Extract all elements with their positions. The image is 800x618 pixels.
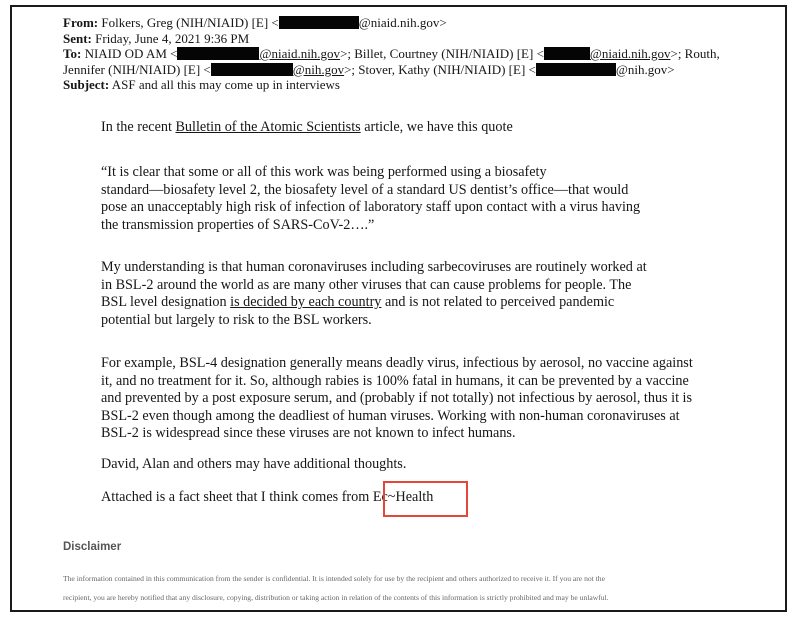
line-text-end: and is not related to perceived pandemic (381, 294, 615, 310)
to-line2-part4: @nih.gov> (615, 61, 675, 77)
to-line2-part3: >; Stover, Kathy (NIH/NIAID) [E] < (344, 61, 536, 77)
subject-value: ASF and all this may come up in interviews (111, 77, 340, 92)
redaction-block (544, 47, 590, 60)
subject-line (63, 77, 753, 93)
highlight-box (383, 481, 468, 517)
intro-text: In the recent (101, 119, 176, 135)
redaction-block (279, 16, 359, 29)
from-domain: @niaid.nih.gov> (358, 15, 447, 30)
paragraph-line: David, Alan and others may have additional thoughts. (101, 456, 407, 472)
article-link[interactable]: Bulletin of the Atomic Scientists (175, 119, 361, 135)
to-part5: >; Routh, (670, 46, 720, 61)
paragraph-line (101, 294, 741, 312)
paragraph-line: BSL-2 is widespread since these viruses are not known to infect humans. (101, 425, 516, 441)
email-header (63, 15, 753, 93)
redaction-block (177, 47, 259, 60)
paragraph-line: it, and no treatment for it. So, although rabies is 100% fatal in humans, it can be prevented by a vaccine (101, 372, 689, 389)
sent-label: Sent: (63, 30, 92, 46)
thoughts-paragraph (101, 456, 741, 474)
subject-label: Subject: (63, 77, 110, 92)
paragraph-line: For example, BSL-4 designation generally means deadly virus, infectious by aerosol, no vaccine against (101, 355, 693, 371)
to-email-link[interactable]: @niaid.nih.gov (589, 46, 671, 61)
quote-line: pose an unacceptably high risk of infection of laboratory staff upon contact with a virus having (101, 199, 641, 215)
quote-line: standard—biosafety level 2, the biosafety level of a standard US dentist’s office—that would (101, 181, 629, 198)
quote-line: the transmission properties of SARS-CoV-2….” (101, 216, 375, 233)
disclaimer-line: The information contained in this communication from the sender is confidential. It is intended solely for use by the recipient and others authorized to receive it. If you are not the (63, 574, 605, 583)
sent-line (63, 31, 753, 47)
to-part3: >; Billet, Courtney (NIH/NIAID) [E] < (340, 46, 544, 61)
disclaimer-line: recipient, you are hereby notified that any disclosure, copying, distribution or taking action in relation of the contents of this information is strictly prohibited and may be unlawful. (63, 593, 609, 602)
highlighted-name: Ec~Health (372, 489, 434, 505)
quote-line: “It is clear that some or all of this work was being performed using a biosafety (101, 164, 547, 180)
to-email-link[interactable]: @niaid.nih.gov (259, 46, 341, 61)
redaction-block (536, 63, 616, 76)
intro-text-end: article, we have this quote (360, 119, 513, 135)
paragraph-line: My understanding is that human coronaviruses including sarbecoviruses are routinely worked at (101, 259, 647, 275)
sent-value: Friday, June 4, 2021 9:36 PM (95, 30, 250, 46)
intro-paragraph (101, 119, 741, 137)
paragraph-line: and prevented by a post exposure serum, and (probably if not totally) not infectious by aerosol, thus it is (101, 390, 693, 406)
to-line2-part1: Jennifer (NIH/NIAID) [E] < (63, 61, 211, 77)
paragraph-line: in BSL-2 around the world as are many other viruses that can cause problems for people. The (101, 276, 632, 293)
paragraph-line: potential but largely to risk to the BSL workers. (101, 311, 372, 328)
redaction-block (211, 63, 293, 76)
to-label: To: (63, 46, 82, 61)
understanding-paragraph (101, 259, 741, 329)
paragraph-line: BSL-2 even though among the deadliest of human viruses. Working with non-human coronaviruses at (101, 407, 680, 424)
to-line-continued (63, 62, 753, 78)
from-line (63, 15, 753, 31)
from-value: Folkers, Greg (NIH/NIAID) [E] < (101, 15, 279, 30)
to-part1: NIAID OD AM < (84, 46, 178, 61)
from-label: From: (63, 15, 99, 30)
to-email-link[interactable]: @nih.gov (292, 61, 345, 77)
to-line (63, 46, 753, 62)
underlined-phrase: is decided by each country (230, 294, 382, 310)
quote-paragraph (101, 164, 741, 234)
example-paragraph (101, 355, 741, 443)
attachment-text: Attached is a fact sheet that I think comes from (101, 489, 373, 505)
line-text: BSL level designation (101, 294, 231, 310)
disclaimer-title: Disclaimer (63, 541, 122, 553)
